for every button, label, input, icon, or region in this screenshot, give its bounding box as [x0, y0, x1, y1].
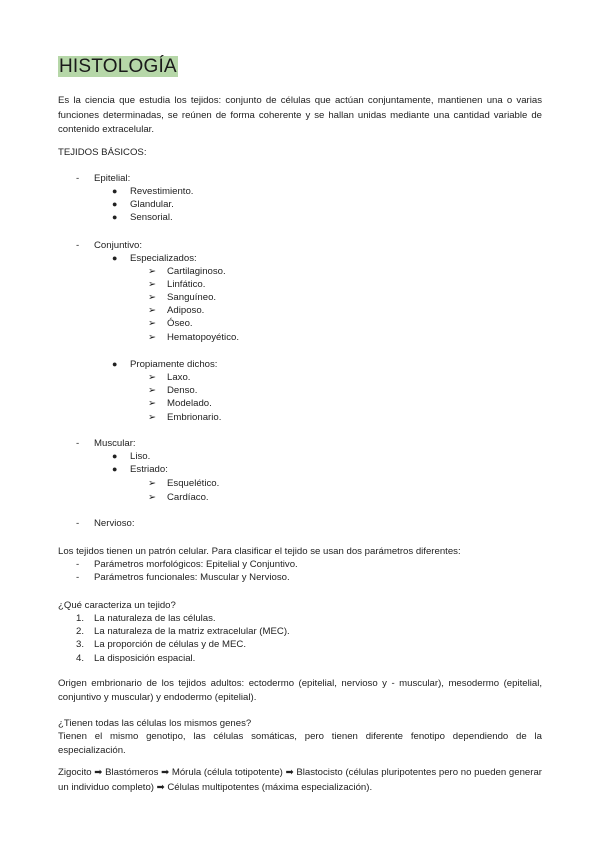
- list-item: Denso.: [167, 385, 198, 396]
- zigocito-paragraph: Zigocito ➡ Blastómeros ➡ Mórula (célula totipotente) ➡ Blastocisto (células pluripotentes pero no pueden generar un individuo completo) ➡ Células multipotentes (máxima especialización).: [58, 767, 542, 793]
- list-item: Parámetros funcionales: Muscular y Nervioso.: [94, 572, 290, 583]
- list-item: Adiposo.: [167, 305, 205, 316]
- list-item: Glandular.: [130, 199, 174, 210]
- list-item: Cartilaginoso.: [167, 266, 226, 277]
- list-item: La naturaleza de las células.: [94, 613, 216, 624]
- dot-bullet: ●: [112, 186, 118, 196]
- list-item: Esquelético.: [167, 478, 220, 489]
- list-item: Sensorial.: [130, 212, 173, 223]
- arrow-bullet-icon: ➢: [148, 279, 157, 290]
- dash-bullet: -: [76, 438, 80, 449]
- list-item: Óseo.: [167, 318, 193, 329]
- list-item: Sanguíneo.: [167, 292, 217, 303]
- list-item: Modelado.: [167, 398, 212, 409]
- caracteriza-question: ¿Qué caracteriza un tejido?: [58, 600, 176, 611]
- patron-text: Los tejidos tienen un patrón celular. Para clasificar el tejido se usan dos parámetros diferentes:: [58, 546, 461, 557]
- list-item: La proporción de células y de MEC.: [94, 639, 246, 650]
- genes-answer: Tienen el mismo genotipo, las células somáticas, pero tienen diferente fenotipo dependiendo de la especialización.: [58, 731, 542, 756]
- dot-bullet: ●: [112, 253, 118, 263]
- list-item: Parámetros morfológicos: Epitelial y Conjuntivo.: [94, 559, 298, 570]
- arrow-bullet-icon: ➢: [148, 398, 157, 409]
- arrow-bullet-icon: ➢: [148, 318, 157, 329]
- arrow-bullet-icon: ➢: [148, 492, 157, 503]
- list-item: Embrionario.: [167, 412, 222, 423]
- dot-bullet: ●: [112, 359, 118, 369]
- arrow-bullet-icon: ➢: [148, 478, 157, 489]
- list-number: 2.: [76, 626, 85, 637]
- arrow-bullet-icon: ➢: [148, 412, 157, 423]
- list-number: 4.: [76, 653, 85, 664]
- epitelial-label: Epitelial:: [94, 173, 131, 184]
- dash-bullet: -: [76, 518, 80, 529]
- dash-bullet: -: [76, 173, 80, 184]
- dot-bullet: ●: [112, 212, 118, 222]
- list-number: 3.: [76, 639, 85, 650]
- list-item: La disposición espacial.: [94, 653, 196, 664]
- dot-bullet: ●: [112, 464, 118, 474]
- dash-bullet: -: [76, 559, 80, 570]
- dot-bullet: ●: [112, 451, 118, 461]
- arrow-bullet-icon: ➢: [148, 266, 157, 277]
- dash-bullet: -: [76, 572, 80, 583]
- arrow-bullet-icon: ➢: [148, 292, 157, 303]
- propiamente-label: Propiamente dichos:: [130, 359, 218, 370]
- list-item: Laxo.: [167, 372, 191, 383]
- muscular-label: Muscular:: [94, 438, 136, 449]
- arrow-bullet-icon: ➢: [148, 385, 157, 396]
- conjuntivo-label: Conjuntivo:: [94, 240, 142, 251]
- list-number: 1.: [76, 613, 85, 624]
- list-item: La naturaleza de la matriz extracelular (MEC).: [94, 626, 290, 637]
- especializados-label: Especializados:: [130, 253, 197, 264]
- page-title: HISTOLOGÍA: [59, 56, 177, 77]
- arrow-bullet-icon: ➢: [148, 332, 157, 343]
- intro-paragraph: Es la ciencia que estudia los tejidos: conjunto de células que actúan conjuntamente, mantienen una o varias funciones determinadas, se reúnen de forma coherente y se hallan unidas mediante una cantidad variable de contenido extracelular.: [58, 95, 542, 135]
- list-item: Liso.: [130, 451, 151, 462]
- list-item: Cardíaco.: [167, 492, 209, 503]
- dash-bullet: -: [76, 240, 80, 251]
- arrow-bullet-icon: ➢: [148, 372, 157, 383]
- dot-bullet: ●: [112, 199, 118, 209]
- arrow-bullet-icon: ➢: [148, 305, 157, 316]
- origen-paragraph: Origen embrionario de los tejidos adultos: ectodermo (epitelial, nervioso y - muscular), mesodermo (epitelial, conjuntivo y muscular) y endodermo (epitelial).: [58, 678, 542, 703]
- list-item: Revestimiento.: [130, 186, 194, 197]
- genes-question: ¿Tienen todas las células los mismos genes?: [58, 718, 252, 729]
- list-item: Hematopoyético.: [167, 332, 239, 343]
- nervioso-label: Nervioso:: [94, 518, 135, 529]
- tejidos-heading: TEJIDOS BÁSICOS:: [58, 147, 147, 158]
- list-item: Linfático.: [167, 279, 206, 290]
- estriado-label: Estriado:: [130, 464, 168, 475]
